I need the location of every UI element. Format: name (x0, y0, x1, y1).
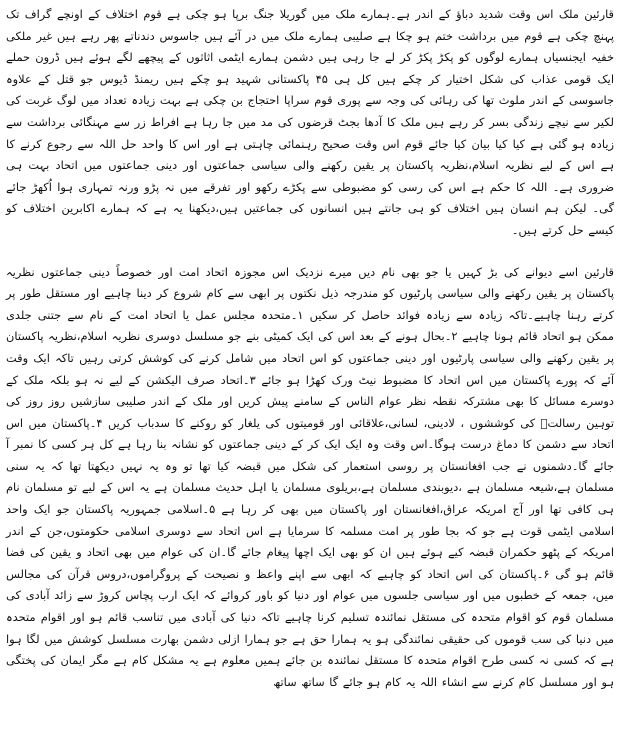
article-paragraph-2: قارئین اسے دیوانے کی بڑ کہیں یا جو بھی نام دیں میرے نزدیک اس مجوزہ اتحاد امت اور خصوصاً دینی جماعتوں نظریہ پاکستان پر یقین رکھنے والی سیاسی پارٹیوں کو مندرجہ ذیل نکتوں پر ابھی سے کام شروع کر دینا چاہیے اور مستقل طور پر کرتے رہنا چاہیے۔تاکہ زیادہ سے زیادہ فوائد حاصل کر سکیں ۱۔متحدہ مجلس عمل یا اتحاد امت کے نام سے جتنی جلدی ممکن ہو اتحاد قائم ہونا چاہیے ۲۔بحال ہونے کے بعد اس کی ایک کمیٹی بنے جو مسلسل دوسری نظریہ اسلام،نظریہ پاکستان پر یقین رکھنے والی سیاسی پارٹیوں اور دینی جماعتوں کو اس اتحاد میں شامل کرنے کی کوشش کرتی رہیں تاکہ ایک وقت آئے کہ پورے پاکستان میں اس اتحاد کا مضبوط نیٹ ورک کھڑا ہو جائے ۳۔اتحاد صرف الیکشن کے لیے نہ ہو بلکہ ملک کے دوسرے مسائل کا بھی مشترکہ نقطہ نظر عوام الناس کے سامنے پیش کریں اور ملک کے اندر صلیبی سازشیں روز روز کی توہین رسالتؐ کی کوششوں ، لادینی، لسانی،علاقائی اور قومیتوں کی یلغار کو روکنے کا سدباب کریں ۴۔پاکستان میں اس اتحاد سے دشمن کا دماغ درست ہوگا۔اس وقت وہ ایک ایک کر کے دینی جماعتوں کو نشانہ بنا رہا ہے کل ہر کسی کا نمبر آ جائے گا۔دشمنوں نے جب افغانستان پر روسی استعمار کی شکل میں قبضہ کیا تھا تو وہ یہ نہیں دیکھتا تھا کہ یہ سنی مسلمان ہے،شیعہ مسلمان ہے ،دیوبندی مسلمان ہے،بریلوی مسلمان یا اہل حدیث مسلمان ہے یہ اس کے لیے تو مسلمان نام ہی کافی تھا اور آج امریکہ عراق،افغانستان اور پاکستان میں بھی کر رہا ہے ۵۔اسلامی جمہوریہ پاکستان جو ایک واحد اسلامی ایٹمی قوت ہے جو کہ بجا طور پر امت مسلمہ کا سرمایا ہے اس اتحاد سے دوسری اسلامی حکومتوں،جن کے اندر امریکہ کے پٹھو حکمران قبضہ کیے ہوئے ہیں ان کو بھی ایک اچھا پیغام جائے گا۔ان کی عوام میں بھی اتحاد و یقین کی فضا قائم ہو گی ۶۔پاکستان کی اس اتحاد کو چاہیے کہ ابھی سے اپنے واعظ و نصیحت کے پروگراموں،دروس قرآن کی مجالس میں، جمعہ کے خطبوں میں اور سیاسی جلسوں میں عوام اور دنیا کو باور کروائے کہ ایک ارب پچاس کروڑ سے زائد آبادی کی مسلمان قوم کو اقوام متحدہ کی مستقل نمائندہ تسلیم کرنا چاہیے تاکہ دنیا کی آبادی میں تناسب قائم ہو اور اقوام متحدہ میں دنیا کی سب قوموں کی حقیقی نمائندگی ہو یہ ہمارا حق ہے جو ہمارا ازلی دشمن بھارت مسلسل کوشش میں لگا ہوا ہے کہ کسی نہ کسی طرح اقوام متحدہ کا مستقل نمائندہ بن جائے ہمیں معلوم ہے یہ مشکل کام ہے مگر ایمان کی پختگی ہو اور مسلسل کام کرنے سے انشاء اللہ یہ کام ہو جائے گا ساتھ ساتھ (6, 264, 614, 689)
article-paragraph-1: قارئین ملک اس وقت شدید دباؤ کے اندر ہے۔ہمارے ملک میں گوریلا جنگ برپا ہو چکی ہے قوم اختلاف کے اونچے گراف تک پہنچ چکی ہے قوم میں برداشت ختم ہو چکا ہے صلیبی ہمارے ملک میں در آئے ہیں جاسوس دندناتے پھر رہے ہیں غیر ملکی خفیہ ایجنسیاں ہمارے لوگوں کو پکڑ پکڑ کر لے جا رہی ہیں دشمن ہمارے ایٹمی اثاثوں کے پیچھے لگے ہوئے ہیں ڈرون حملے ایک قومی عذاب کی شکل اختیار کر چکے ہیں کل ہی ۴۵ پاکستانی شہید ہو چکے ہیں ریمنڈ ڈیوس جو قتل کے علاوہ جاسوسی کے اندر ملوث تھا کی رہائی کی وجہ سے پوری قوم سراپا احتجاج بن چکی ہے بہت زیادہ تعداد میں لوگ غربت کی لکیر سے نیچے زندگی بسر کر رہے ہیں ملک کا آدھا بجٹ قرضوں کی مد میں جا رہا ہے افراط زر سے مہنگائی برداشت سے زیادہ ہو گئی ہے کیا کیا بیان کیا جائے قوم اس وقت صحیح رہنمائی چاہتی ہے اور اس کا واحد حل اللہ سے رجوع کرنے کا ہے اس کے لیے نظریہ اسلام،نظریہ پاکستان پر یقین رکھنے والی سیاسی جماعتوں اور دینی جماعتوں میں اتحاد بہت ہی ضروری ہے۔ اللہ کا حکم ہے اس کی رسی کو مضبوطی سے پکڑے رکھو اور تفرقے میں نہ پڑو ورنہ تمہاری ہوا اُکھڑ جائے گی۔ لیکن ہم انسان ہیں اختلاف کو ہی جانتے ہیں انسانوں کی جماعتیں ہیں،دیکھنا یہ ہے کہ ہمارے اکابرین اختلاف کو کیسے حل کرتے ہیں۔ (6, 7, 614, 237)
